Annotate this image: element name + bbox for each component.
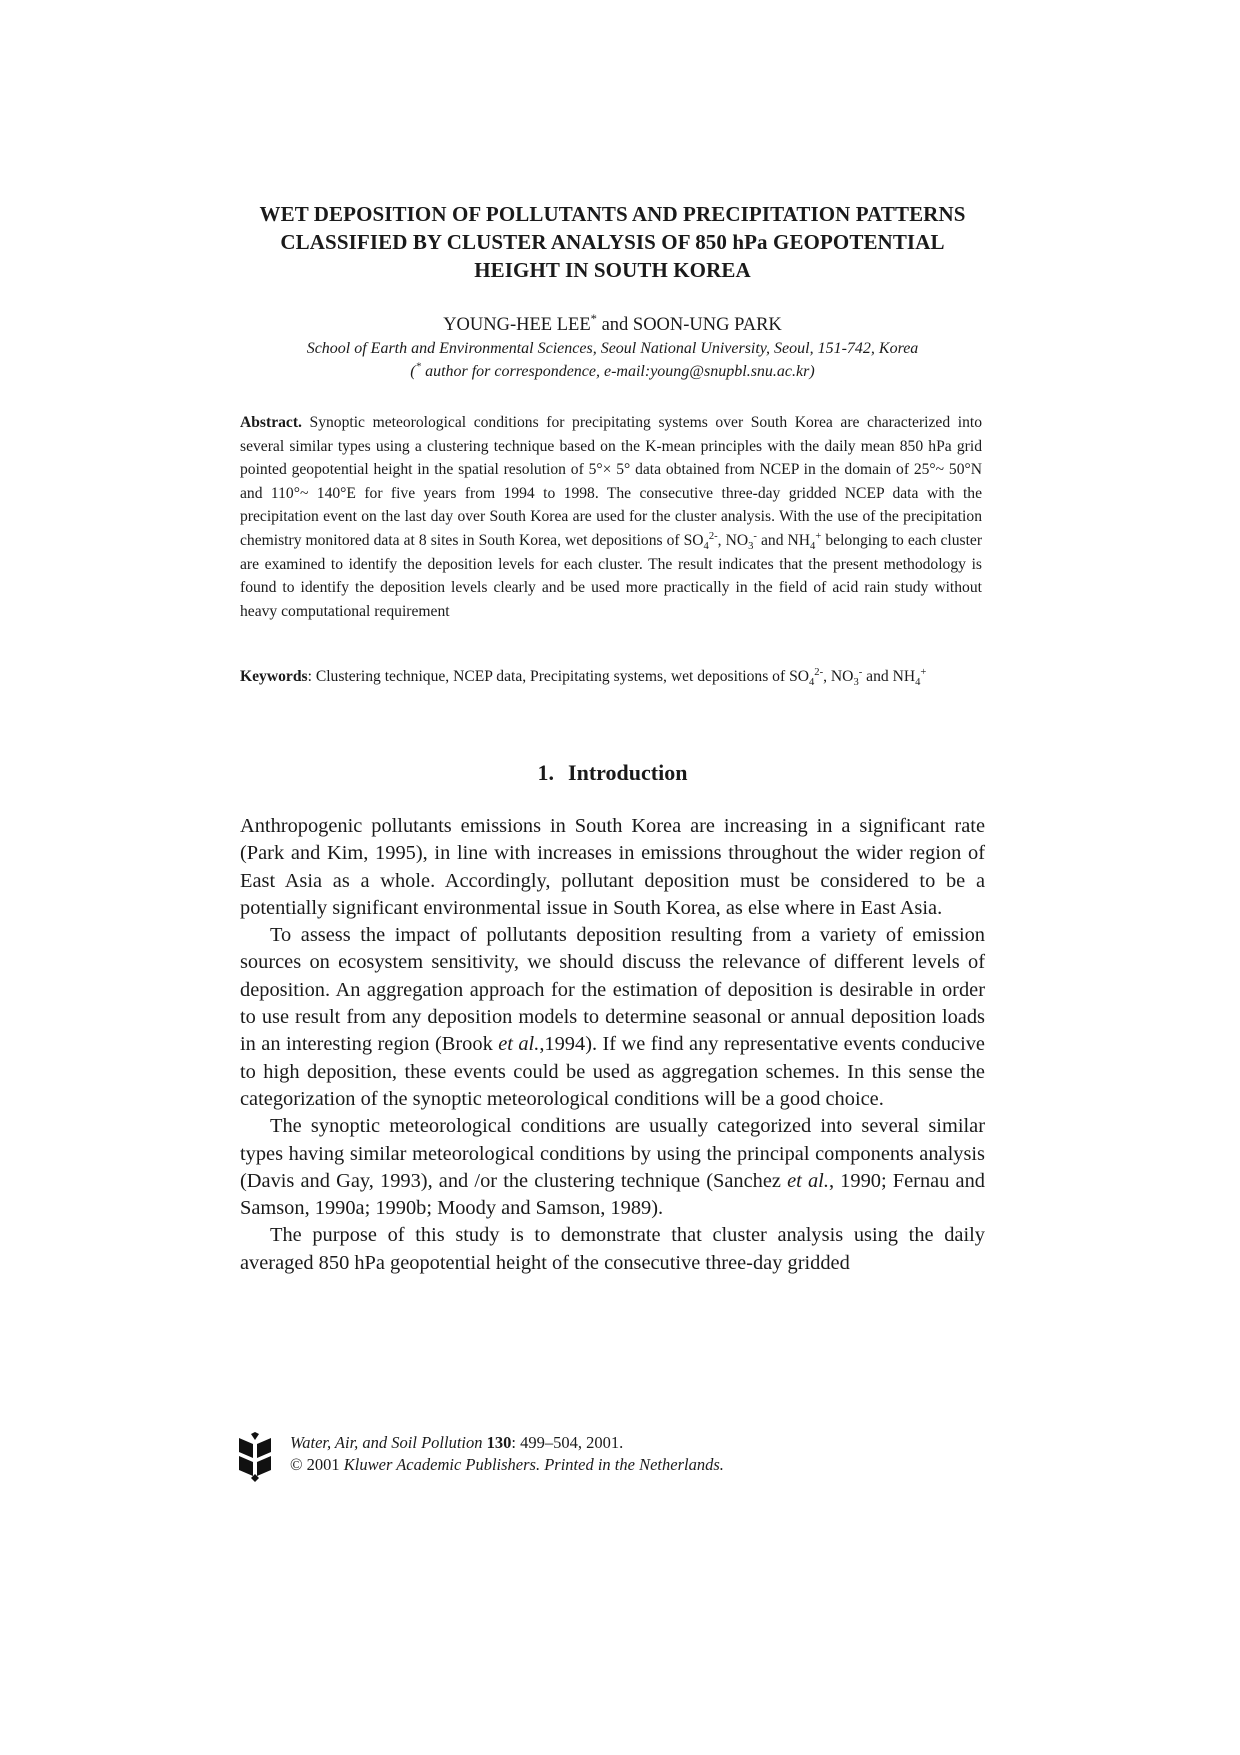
keywords-conjunction: and [862, 668, 893, 685]
so4-formula: $SO_4^{2-}$ [683, 530, 718, 553]
no3-formula: $NO_3^-$ [725, 530, 757, 553]
author-conjunction: and [596, 315, 633, 335]
author-line [240, 313, 985, 337]
correspondence-note-mark: * [415, 360, 422, 373]
nh4-formula: $NH_4^+$ [892, 666, 927, 689]
keywords-label: Keywords [240, 668, 308, 685]
section-title: Introduction [568, 760, 688, 785]
author-1: YOUNG-HEE LEE [443, 315, 591, 335]
publication-footer [290, 1432, 970, 1476]
abstract-label: Abstract. [240, 414, 302, 431]
affiliation: School of Earth and Environmental Sciences, Seoul National University, Seoul, 151-742, Korea [306, 340, 919, 357]
intro-paragraph-2: To assess the impact of pollutants deposition resulting from a variety of emission sources on ecosystem sensitivity, we should discuss the relevance of different levels of deposition. An aggregation approach for the estimation of deposition is desirable in order to use result from any deposition models to determine seasonal or annual deposition loads in an interesting region (Brook et al.,1994). If we find any representative events conducive to high deposition, these events could be used as aggregation schemes. In this sense the categorization of the synoptic meteorological conditions will be a good choice. [240, 924, 985, 1110]
keywords-colon: : [307, 668, 312, 685]
copyright-line: © 2001 Kluwer Academic Publishers. Printed in the Netherlands. [290, 1455, 724, 1474]
keywords-text: Clustering technique, NCEP data, Precipitating systems, wet depositions of [311, 668, 790, 685]
abstract-text-1: Synoptic meteorological conditions for precipitating systems over South Korea are characterized into several similar types using a clustering technique based on the K-mean principles with the daily mean 850 hPa grid pointed geopotential height in the spatial resolution of 5°× 5° data obtained from NCEP in the domain of 25°~ 50°N and 110°~ 140°E for five years from 1994 to 1998. The consecutive three-day gridded NCEP data with the precipitation event on the last day over South Korea are used for the cluster analysis. With the use of the precipitation chemistry monitored data at 8 sites in South Korea, wet depositions of [240, 414, 982, 549]
abstract-separator: , [717, 531, 726, 549]
citation-line: Water, Air, and Soil Pollution 130: 499–504, 2001. [290, 1433, 624, 1452]
section-heading [240, 759, 985, 787]
correspondence-text: author for correspondence, e-mail:young@snupbl.snu.ac.kr [421, 363, 810, 380]
abstract [240, 411, 982, 623]
paper-title: WET DEPOSITION OF POLLUTANTS AND PRECIPITATION PATTERNS CLASSIFIED BY CLUSTER ANALYSIS OF 850 hPa GEOPOTENTIAL HEIGHT IN SOUTH KOREA [259, 202, 966, 282]
correspondence-note: (* author for correspondence, e-mail:young@snupbl.snu.ac.kr) [410, 360, 815, 380]
intro-paragraph-3: The synoptic meteorological conditions are usually categorized into several similar types having similar meteorological conditions by using the principal components analysis (Davis and Gay, 1993), and /or the clustering technique (Sanchez et al., 1990; Fernau and Samson, 1990a; 1990b; Moody and Samson, 1989). [240, 1115, 985, 1220]
introduction-body [240, 813, 985, 1277]
abstract-conjunction: and [756, 531, 788, 549]
nh4-formula: $NH_4^+$ [787, 530, 822, 553]
no3-formula: $NO_3^-$ [830, 666, 863, 689]
correspondence-mark: * [590, 311, 597, 326]
affiliation-block [240, 337, 985, 383]
so4-formula: $SO_4^{2-}$ [789, 666, 824, 689]
kluwer-logo-icon [237, 1432, 273, 1482]
author-2: SOON-UNG PARK [632, 315, 782, 335]
section-number: 1. [537, 760, 555, 785]
intro-paragraph-4: The purpose of this study is to demonstrate that cluster analysis using the daily averaged 850 hPa geopotential height of the consecutive three-day gridded [240, 1224, 985, 1274]
abstract-text-2: belonging to each cluster are examined to identify the deposition levels for each cluster. The result indicates that the present methodology is found to identify the deposition levels clearly and be used more practically in the field of acid rain study without heavy computational requirement [240, 531, 983, 620]
intro-paragraph-1: Anthropogenic pollutants emissions in South Korea are increasing in a significant rate (Park and Kim, 1995), in line with increases in emissions throughout the wider region of East Asia as a whole. Accordingly, pollutant deposition must be considered to be a potentially significant environmental issue in South Korea, as else where in East Asia. [240, 815, 985, 919]
keywords-separator: , [823, 668, 831, 685]
keywords [240, 665, 982, 689]
